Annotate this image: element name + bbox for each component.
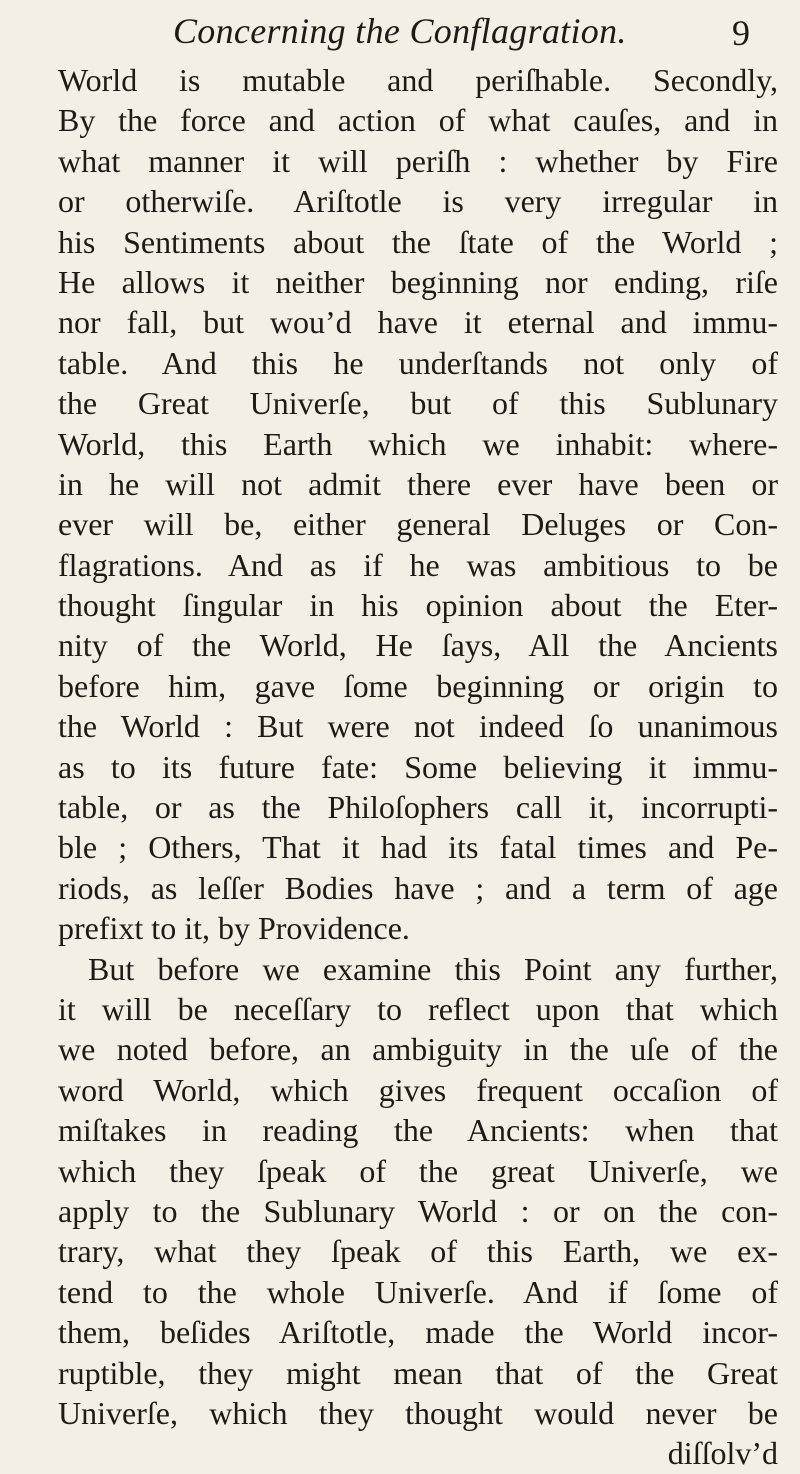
text-line: in he will not admit there ever have been or: [58, 465, 778, 502]
text-line: trary, what they ſpeak of this Earth, we ex-: [58, 1233, 778, 1270]
text-line: table, or as the Philoſophers call it, incorrupti-: [58, 789, 778, 826]
text-line: prefixt to it, by Providence.: [58, 910, 410, 947]
text-line: what manner it will periſh : whether by Fire: [58, 142, 778, 179]
text-line: Univerſe, which they thought would never be: [58, 1394, 778, 1431]
text-line: nity of the World, He ſays, All the Ancients: [58, 627, 778, 664]
running-head: Concerning the Conflagration.: [173, 11, 627, 51]
text-line: tend to the whole Univerſe. And if ſome of: [58, 1273, 778, 1310]
text-line: ble ; Others, That it had its fatal times and Pe-: [58, 829, 778, 866]
text-line: his Sentiments about the ſtate of the World ;: [58, 223, 778, 260]
page-header: [58, 10, 770, 58]
text-line: before him, gave ſome beginning or origin to: [58, 667, 778, 704]
text-line: World, this Earth which we inhabit: where-: [58, 425, 778, 462]
text-line: flagrations. And as if he was ambitious to be: [58, 546, 778, 583]
text-line: or otherwiſe. Ariſtotle is very irregular in: [58, 183, 778, 220]
text-line: But before we examine this Point any further,: [88, 950, 778, 987]
text-line: World is mutable and periſhable. Secondly,: [58, 62, 778, 98]
text-line: thought ſingular in his opinion about the Eter-: [58, 587, 778, 624]
body-text: [58, 60, 778, 1474]
text-line: He allows it neither beginning nor ending, riſe: [58, 263, 778, 300]
text-line: ever will be, either general Deluges or Con-: [58, 506, 778, 543]
text-line: riods, as leſſer Bodies have ; and a term of age: [58, 869, 778, 906]
text-line: which they ſpeak of the great Univerſe, we: [58, 1152, 778, 1189]
text-line: them, beſides Ariſtotle, made the World incor-: [58, 1314, 778, 1351]
text-line: we noted before, an ambiguity in the uſe of the: [58, 1031, 778, 1068]
catchword: diſſolv’d: [667, 1435, 778, 1472]
text-line: word World, which gives frequent occaſion of: [58, 1071, 778, 1108]
text-line: apply to the Sublunary World : or on the con-: [58, 1192, 778, 1229]
text-line: miſtakes in reading the Ancients: when that: [58, 1112, 778, 1149]
text-line: the Great Univerſe, but of this Sublunary: [58, 385, 778, 422]
text-line: ruptible, they might mean that of the Great: [58, 1354, 778, 1391]
text-line: By the force and action of what cauſes, and in: [58, 102, 778, 139]
page-number: 9: [732, 13, 750, 53]
text-line: nor fall, but wou’d have it eternal and immu-: [58, 304, 778, 341]
text-line: table. And this he underſtands not only of: [58, 344, 778, 381]
text-line: the World : But were not indeed ſo unanimous: [58, 708, 778, 745]
text-line: it will be neceſſary to reflect upon that which: [58, 990, 778, 1027]
text-line: as to its future fate: Some believing it immu-: [58, 748, 778, 785]
